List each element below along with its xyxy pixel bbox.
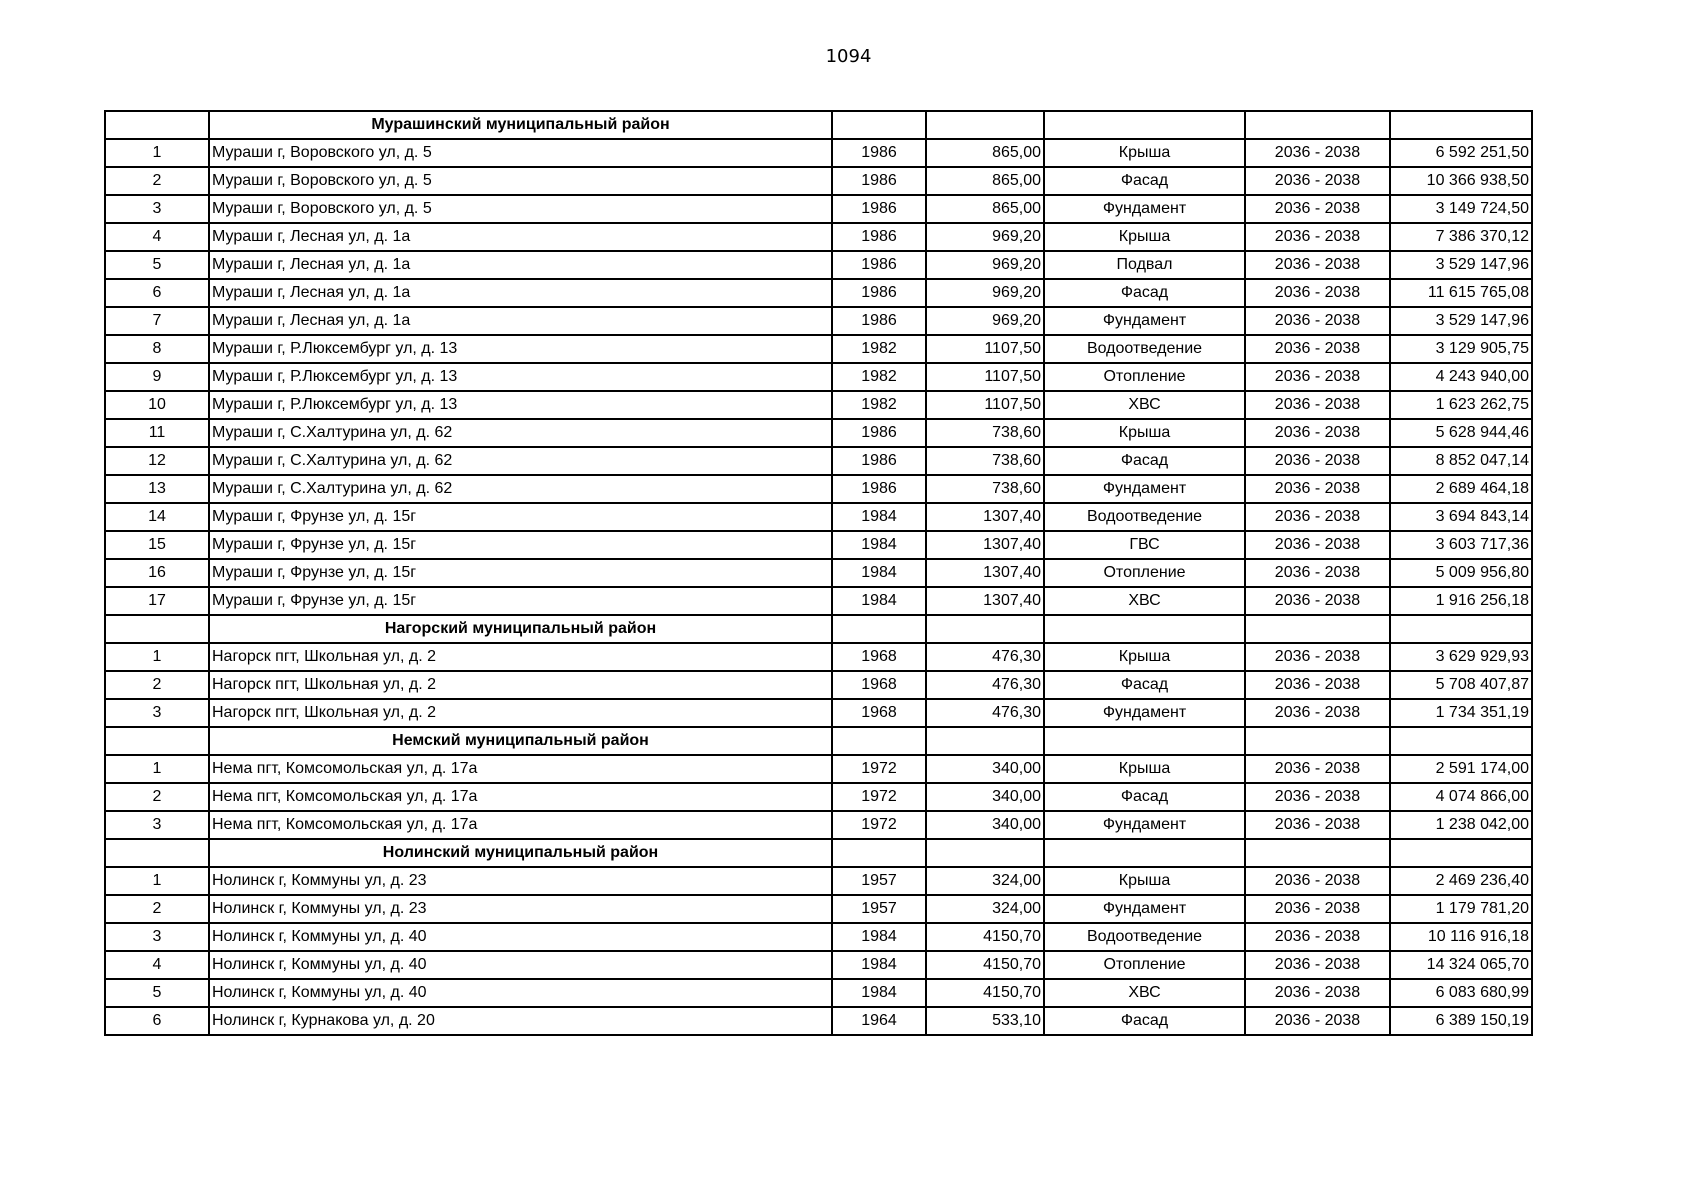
area-cell: 324,00: [926, 867, 1044, 895]
work-type-cell: Подвал: [1044, 251, 1245, 279]
work-type-cell: Водоотведение: [1044, 335, 1245, 363]
cost-cell: 7 386 370,12: [1390, 223, 1532, 251]
empty-cell: [1044, 839, 1245, 867]
cost-cell: 5 009 956,80: [1390, 559, 1532, 587]
cost-cell: 5 628 944,46: [1390, 419, 1532, 447]
year-built-cell: 1982: [832, 391, 926, 419]
address-cell: Мураши г, С.Халтурина ул, д. 62: [209, 447, 832, 475]
address-cell: Мураши г, Р.Люксембург ул, д. 13: [209, 391, 832, 419]
cost-cell: 1 238 042,00: [1390, 811, 1532, 839]
work-type-cell: ХВС: [1044, 979, 1245, 1007]
work-type-cell: Фасад: [1044, 447, 1245, 475]
area-cell: 4150,70: [926, 979, 1044, 1007]
cost-cell: 3 629 929,93: [1390, 643, 1532, 671]
area-cell: 476,30: [926, 643, 1044, 671]
area-cell: 340,00: [926, 783, 1044, 811]
cost-cell: 11 615 765,08: [1390, 279, 1532, 307]
area-cell: 1107,50: [926, 335, 1044, 363]
row-number-cell: 6: [105, 1007, 209, 1035]
address-cell: Нагорск пгт, Школьная ул, д. 2: [209, 643, 832, 671]
address-cell: Мураши г, Лесная ул, д. 1а: [209, 223, 832, 251]
empty-cell: [1245, 615, 1390, 643]
table-row: [105, 391, 1532, 419]
area-cell: 865,00: [926, 139, 1044, 167]
table-row: [105, 671, 1532, 699]
address-cell: Мураши г, Воровского ул, д. 5: [209, 195, 832, 223]
row-number-cell: 2: [105, 167, 209, 195]
table-row: [105, 447, 1532, 475]
year-built-cell: 1986: [832, 195, 926, 223]
year-built-cell: 1972: [832, 811, 926, 839]
address-cell: Нагорск пгт, Школьная ул, д. 2: [209, 671, 832, 699]
work-type-cell: Водоотведение: [1044, 503, 1245, 531]
period-cell: 2036 - 2038: [1245, 783, 1390, 811]
empty-cell: [1044, 727, 1245, 755]
year-built-cell: 1986: [832, 447, 926, 475]
address-cell: Нагорск пгт, Школьная ул, д. 2: [209, 699, 832, 727]
address-cell: Нолинск г, Коммуны ул, д. 23: [209, 867, 832, 895]
page-number: 1094: [825, 46, 872, 67]
cost-cell: 1 734 351,19: [1390, 699, 1532, 727]
cost-cell: 1 623 262,75: [1390, 391, 1532, 419]
table-row: [105, 811, 1532, 839]
period-cell: 2036 - 2038: [1245, 531, 1390, 559]
period-cell: 2036 - 2038: [1245, 195, 1390, 223]
address-cell: Мураши г, Лесная ул, д. 1а: [209, 279, 832, 307]
year-built-cell: 1968: [832, 671, 926, 699]
year-built-cell: 1982: [832, 335, 926, 363]
row-number-cell: 12: [105, 447, 209, 475]
address-cell: Нема пгт, Комсомольская ул, д. 17а: [209, 755, 832, 783]
year-built-cell: 1957: [832, 867, 926, 895]
work-type-cell: Крыша: [1044, 643, 1245, 671]
area-cell: 1307,40: [926, 587, 1044, 615]
work-type-cell: Отопление: [1044, 363, 1245, 391]
year-built-cell: 1957: [832, 895, 926, 923]
address-cell: Мураши г, Фрунзе ул, д. 15г: [209, 587, 832, 615]
section-header-row: [105, 727, 1532, 755]
cost-cell: 1 916 256,18: [1390, 587, 1532, 615]
table-row: [105, 1007, 1532, 1035]
empty-cell: [926, 839, 1044, 867]
area-cell: 969,20: [926, 307, 1044, 335]
cost-cell: 1 179 781,20: [1390, 895, 1532, 923]
work-type-cell: Крыша: [1044, 867, 1245, 895]
table-row: [105, 419, 1532, 447]
row-number-cell: 5: [105, 979, 209, 1007]
table-row: [105, 195, 1532, 223]
repair-registry-table: [104, 110, 1533, 1036]
row-number-cell: 14: [105, 503, 209, 531]
period-cell: 2036 - 2038: [1245, 475, 1390, 503]
year-built-cell: 1972: [832, 755, 926, 783]
empty-cell: [832, 727, 926, 755]
year-built-cell: 1968: [832, 643, 926, 671]
empty-cell: [926, 615, 1044, 643]
cost-cell: 3 694 843,14: [1390, 503, 1532, 531]
period-cell: 2036 - 2038: [1245, 643, 1390, 671]
address-cell: Мураши г, Воровского ул, д. 5: [209, 167, 832, 195]
cost-cell: 6 083 680,99: [1390, 979, 1532, 1007]
work-type-cell: Фундамент: [1044, 307, 1245, 335]
empty-cell: [1390, 727, 1532, 755]
section-header-row: [105, 615, 1532, 643]
period-cell: 2036 - 2038: [1245, 335, 1390, 363]
period-cell: 2036 - 2038: [1245, 895, 1390, 923]
year-built-cell: 1986: [832, 139, 926, 167]
period-cell: 2036 - 2038: [1245, 951, 1390, 979]
section-title: Нолинский муниципальный район: [209, 839, 832, 867]
empty-cell: [1245, 839, 1390, 867]
work-type-cell: Водоотведение: [1044, 923, 1245, 951]
table-row: [105, 755, 1532, 783]
table-row: [105, 167, 1532, 195]
period-cell: 2036 - 2038: [1245, 559, 1390, 587]
address-cell: Нолинск г, Коммуны ул, д. 23: [209, 895, 832, 923]
empty-cell: [1390, 111, 1532, 139]
table-row: [105, 503, 1532, 531]
row-number-cell: 3: [105, 811, 209, 839]
address-cell: Нолинск г, Курнакова ул, д. 20: [209, 1007, 832, 1035]
row-number-cell: 2: [105, 671, 209, 699]
area-cell: 865,00: [926, 195, 1044, 223]
row-number-cell: 1: [105, 643, 209, 671]
period-cell: 2036 - 2038: [1245, 167, 1390, 195]
period-cell: 2036 - 2038: [1245, 867, 1390, 895]
cost-cell: 10 366 938,50: [1390, 167, 1532, 195]
row-number-cell: 2: [105, 895, 209, 923]
address-cell: Нема пгт, Комсомольская ул, д. 17а: [209, 811, 832, 839]
cost-cell: 2 591 174,00: [1390, 755, 1532, 783]
row-number-cell: 13: [105, 475, 209, 503]
address-cell: Мураши г, Фрунзе ул, д. 15г: [209, 503, 832, 531]
cost-cell: 4 243 940,00: [1390, 363, 1532, 391]
table-row: [105, 279, 1532, 307]
table-row: [105, 895, 1532, 923]
row-number-cell: 15: [105, 531, 209, 559]
year-built-cell: 1984: [832, 587, 926, 615]
row-number-cell: 11: [105, 419, 209, 447]
table-row: [105, 335, 1532, 363]
section-header-row: [105, 111, 1532, 139]
work-type-cell: Крыша: [1044, 419, 1245, 447]
cost-cell: 6 389 150,19: [1390, 1007, 1532, 1035]
period-cell: 2036 - 2038: [1245, 139, 1390, 167]
year-built-cell: 1982: [832, 363, 926, 391]
area-cell: 340,00: [926, 755, 1044, 783]
cost-cell: 2 469 236,40: [1390, 867, 1532, 895]
table-row: [105, 643, 1532, 671]
area-cell: 969,20: [926, 279, 1044, 307]
area-cell: 969,20: [926, 223, 1044, 251]
table-row: [105, 923, 1532, 951]
period-cell: 2036 - 2038: [1245, 755, 1390, 783]
address-cell: Нема пгт, Комсомольская ул, д. 17а: [209, 783, 832, 811]
year-built-cell: 1964: [832, 1007, 926, 1035]
period-cell: 2036 - 2038: [1245, 671, 1390, 699]
table-row: [105, 783, 1532, 811]
row-number-cell: 3: [105, 699, 209, 727]
period-cell: 2036 - 2038: [1245, 447, 1390, 475]
table-row: [105, 363, 1532, 391]
work-type-cell: Фундамент: [1044, 195, 1245, 223]
period-cell: 2036 - 2038: [1245, 391, 1390, 419]
row-number-cell: 8: [105, 335, 209, 363]
area-cell: 324,00: [926, 895, 1044, 923]
period-cell: 2036 - 2038: [1245, 307, 1390, 335]
work-type-cell: Фасад: [1044, 1007, 1245, 1035]
empty-cell: [926, 727, 1044, 755]
empty-cell: [1390, 839, 1532, 867]
work-type-cell: Отопление: [1044, 951, 1245, 979]
work-type-cell: ХВС: [1044, 587, 1245, 615]
table-row: [105, 587, 1532, 615]
cost-cell: 10 116 916,18: [1390, 923, 1532, 951]
table-row: [105, 307, 1532, 335]
work-type-cell: Фасад: [1044, 279, 1245, 307]
address-cell: Мураши г, Фрунзе ул, д. 15г: [209, 559, 832, 587]
row-number-cell: 3: [105, 195, 209, 223]
address-cell: Мураши г, Р.Люксембург ул, д. 13: [209, 335, 832, 363]
address-cell: Мураши г, С.Халтурина ул, д. 62: [209, 419, 832, 447]
empty-cell: [1044, 615, 1245, 643]
row-number-cell: 7: [105, 307, 209, 335]
year-built-cell: 1984: [832, 979, 926, 1007]
work-type-cell: Фундамент: [1044, 895, 1245, 923]
year-built-cell: 1986: [832, 307, 926, 335]
cost-cell: 2 689 464,18: [1390, 475, 1532, 503]
empty-cell: [105, 727, 209, 755]
row-number-cell: 1: [105, 139, 209, 167]
empty-cell: [832, 839, 926, 867]
address-cell: Мураши г, Фрунзе ул, д. 15г: [209, 531, 832, 559]
area-cell: 4150,70: [926, 923, 1044, 951]
year-built-cell: 1984: [832, 559, 926, 587]
area-cell: 476,30: [926, 699, 1044, 727]
work-type-cell: Отопление: [1044, 559, 1245, 587]
address-cell: Нолинск г, Коммуны ул, д. 40: [209, 923, 832, 951]
work-type-cell: Крыша: [1044, 139, 1245, 167]
cost-cell: 14 324 065,70: [1390, 951, 1532, 979]
year-built-cell: 1986: [832, 223, 926, 251]
area-cell: 1307,40: [926, 531, 1044, 559]
address-cell: Нолинск г, Коммуны ул, д. 40: [209, 951, 832, 979]
section-title: Мурашинский муниципальный район: [209, 111, 832, 139]
cost-cell: 3 529 147,96: [1390, 251, 1532, 279]
area-cell: 476,30: [926, 671, 1044, 699]
year-built-cell: 1986: [832, 167, 926, 195]
empty-cell: [1245, 111, 1390, 139]
area-cell: 865,00: [926, 167, 1044, 195]
table-row: [105, 699, 1532, 727]
area-cell: 4150,70: [926, 951, 1044, 979]
table-row: [105, 251, 1532, 279]
work-type-cell: Крыша: [1044, 223, 1245, 251]
table-row: [105, 223, 1532, 251]
cost-cell: 3 129 905,75: [1390, 335, 1532, 363]
year-built-cell: 1986: [832, 419, 926, 447]
work-type-cell: Фасад: [1044, 783, 1245, 811]
row-number-cell: 9: [105, 363, 209, 391]
period-cell: 2036 - 2038: [1245, 811, 1390, 839]
table-row: [105, 475, 1532, 503]
empty-cell: [926, 111, 1044, 139]
work-type-cell: ГВС: [1044, 531, 1245, 559]
table-body: [105, 111, 1532, 1035]
address-cell: Мураши г, Воровского ул, д. 5: [209, 139, 832, 167]
row-number-cell: 2: [105, 783, 209, 811]
area-cell: 1107,50: [926, 363, 1044, 391]
table-row: [105, 867, 1532, 895]
address-cell: Мураши г, Лесная ул, д. 1а: [209, 251, 832, 279]
cost-cell: 6 592 251,50: [1390, 139, 1532, 167]
cost-cell: 8 852 047,14: [1390, 447, 1532, 475]
empty-cell: [105, 615, 209, 643]
cost-cell: 3 529 147,96: [1390, 307, 1532, 335]
year-built-cell: 1984: [832, 531, 926, 559]
section-title: Немский муниципальный район: [209, 727, 832, 755]
period-cell: 2036 - 2038: [1245, 1007, 1390, 1035]
empty-cell: [1245, 727, 1390, 755]
cost-cell: 3 603 717,36: [1390, 531, 1532, 559]
section-header-row: [105, 839, 1532, 867]
work-type-cell: Фасад: [1044, 671, 1245, 699]
area-cell: 738,60: [926, 447, 1044, 475]
year-built-cell: 1968: [832, 699, 926, 727]
work-type-cell: Фундамент: [1044, 699, 1245, 727]
row-number-cell: 10: [105, 391, 209, 419]
address-cell: Мураши г, Лесная ул, д. 1а: [209, 307, 832, 335]
area-cell: 340,00: [926, 811, 1044, 839]
year-built-cell: 1986: [832, 475, 926, 503]
row-number-cell: 16: [105, 559, 209, 587]
area-cell: 1107,50: [926, 391, 1044, 419]
period-cell: 2036 - 2038: [1245, 699, 1390, 727]
empty-cell: [1390, 615, 1532, 643]
year-built-cell: 1984: [832, 951, 926, 979]
period-cell: 2036 - 2038: [1245, 223, 1390, 251]
work-type-cell: Фасад: [1044, 167, 1245, 195]
year-built-cell: 1986: [832, 279, 926, 307]
row-number-cell: 5: [105, 251, 209, 279]
work-type-cell: Фундамент: [1044, 475, 1245, 503]
period-cell: 2036 - 2038: [1245, 279, 1390, 307]
row-number-cell: 6: [105, 279, 209, 307]
table-row: [105, 139, 1532, 167]
area-cell: 1307,40: [926, 503, 1044, 531]
cost-cell: 5 708 407,87: [1390, 671, 1532, 699]
year-built-cell: 1972: [832, 783, 926, 811]
cost-cell: 3 149 724,50: [1390, 195, 1532, 223]
empty-cell: [832, 111, 926, 139]
area-cell: 738,60: [926, 475, 1044, 503]
year-built-cell: 1984: [832, 923, 926, 951]
row-number-cell: 4: [105, 951, 209, 979]
row-number-cell: 4: [105, 223, 209, 251]
period-cell: 2036 - 2038: [1245, 363, 1390, 391]
empty-cell: [105, 111, 209, 139]
year-built-cell: 1984: [832, 503, 926, 531]
row-number-cell: 1: [105, 867, 209, 895]
table-row: [105, 979, 1532, 1007]
area-cell: 533,10: [926, 1007, 1044, 1035]
period-cell: 2036 - 2038: [1245, 419, 1390, 447]
address-cell: Мураши г, С.Халтурина ул, д. 62: [209, 475, 832, 503]
area-cell: 1307,40: [926, 559, 1044, 587]
table-row: [105, 559, 1532, 587]
empty-cell: [105, 839, 209, 867]
area-cell: 738,60: [926, 419, 1044, 447]
period-cell: 2036 - 2038: [1245, 923, 1390, 951]
empty-cell: [1044, 111, 1245, 139]
work-type-cell: ХВС: [1044, 391, 1245, 419]
year-built-cell: 1986: [832, 251, 926, 279]
table-row: [105, 531, 1532, 559]
address-cell: Нолинск г, Коммуны ул, д. 40: [209, 979, 832, 1007]
work-type-cell: Фундамент: [1044, 811, 1245, 839]
empty-cell: [832, 615, 926, 643]
period-cell: 2036 - 2038: [1245, 587, 1390, 615]
section-title: Нагорский муниципальный район: [209, 615, 832, 643]
period-cell: 2036 - 2038: [1245, 979, 1390, 1007]
address-cell: Мураши г, Р.Люксембург ул, д. 13: [209, 363, 832, 391]
row-number-cell: 1: [105, 755, 209, 783]
table-row: [105, 951, 1532, 979]
period-cell: 2036 - 2038: [1245, 251, 1390, 279]
work-type-cell: Крыша: [1044, 755, 1245, 783]
area-cell: 969,20: [926, 251, 1044, 279]
row-number-cell: 3: [105, 923, 209, 951]
cost-cell: 4 074 866,00: [1390, 783, 1532, 811]
row-number-cell: 17: [105, 587, 209, 615]
period-cell: 2036 - 2038: [1245, 503, 1390, 531]
